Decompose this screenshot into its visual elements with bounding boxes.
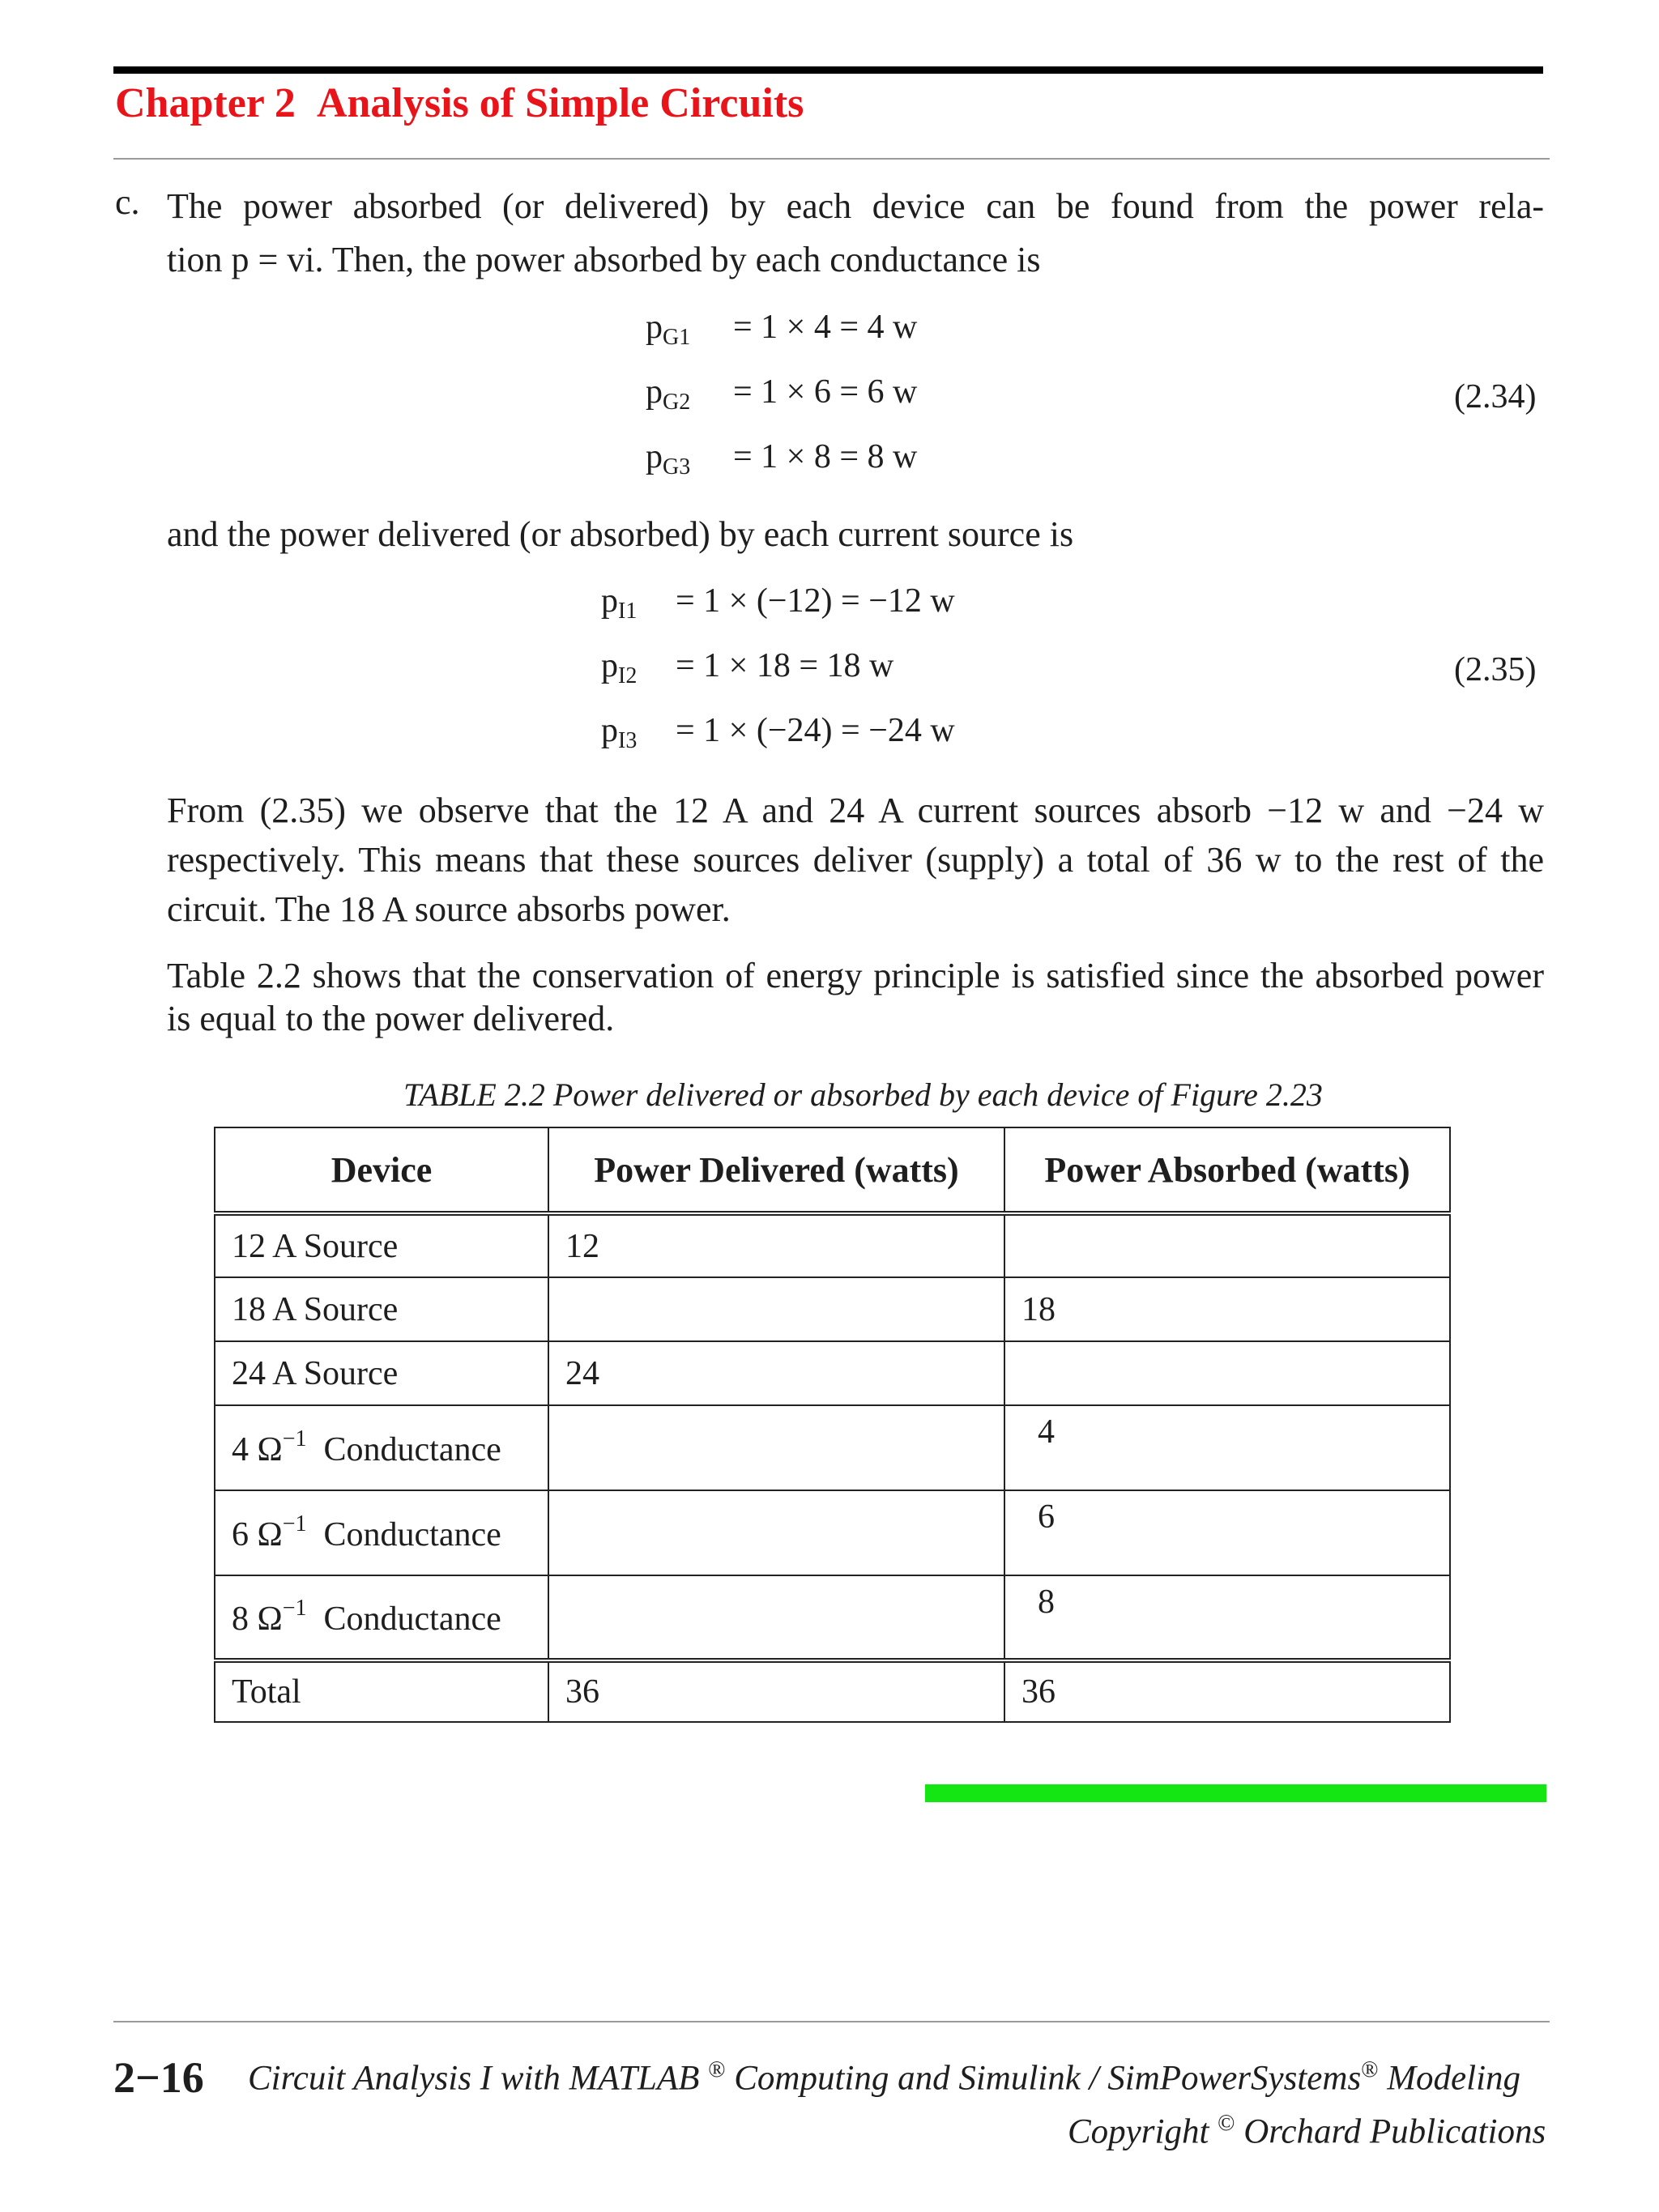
absorbed-cell: 8	[1004, 1575, 1450, 1660]
para3-line2: respectively. This means that these sources deliver (supply) a total of 36 w to the rest of the	[167, 840, 1544, 880]
page-number: 2−16	[113, 2053, 204, 2102]
equation-row: $p_{I3} = 1 \times (-24) = -24$ w	[601, 712, 955, 753]
equation-number-2-34: (2.34)	[1454, 378, 1537, 416]
table-header-row	[215, 1127, 1450, 1213]
device-cell: Total	[215, 1660, 548, 1722]
equation-row: $p_{I1} = 1 \times (-12) = -12$ w	[601, 582, 955, 624]
power-table	[214, 1127, 1451, 1723]
table-row	[215, 1213, 1450, 1277]
delivered-cell	[548, 1575, 1004, 1660]
table-row	[215, 1341, 1450, 1405]
delivered-cell	[548, 1490, 1004, 1575]
equation-row: $p_{G1} = 1 \times 4 = 4$ w	[646, 309, 918, 350]
delivered-cell: 24	[548, 1341, 1004, 1405]
device-cell: 4 $\Omega^{-1}$ Conductance	[215, 1405, 548, 1490]
table-row	[215, 1277, 1450, 1341]
para1-line2: tion p = vi. Then, the power absorbed by each conductance is	[167, 240, 1041, 279]
absorbed-cell: 4	[1004, 1405, 1450, 1490]
equation-2-34	[646, 308, 917, 502]
equation-row: $p_{G3} = 1 \times 8 = 8$ w	[646, 438, 918, 479]
para4-line2: is equal to the power delivered.	[167, 999, 615, 1038]
para3-line1: From (2.35) we observe that the 12 A and 24 A current sources absorb −12 w and −24 w	[167, 791, 1544, 830]
absorbed-cell	[1004, 1213, 1450, 1277]
table-row	[215, 1575, 1450, 1660]
absorbed-cell: 36	[1004, 1660, 1450, 1722]
delivered-cell	[548, 1405, 1004, 1490]
delivered-cell: 36	[548, 1660, 1004, 1722]
book-title: Circuit Analysis I with MATLAB ® Computing and Simulink / SimPowerSystems® Modeling	[248, 2057, 1521, 2098]
chapter-heading	[115, 79, 804, 127]
copyright-line: Copyright © Orchard Publications	[1068, 2111, 1546, 2151]
header-divider	[113, 158, 1550, 160]
column-header-delivered: Power Delivered (watts)	[548, 1127, 1004, 1213]
equation-number-2-35: (2.35)	[1454, 651, 1537, 688]
para2: and the power delivered (or absorbed) by each current source is	[167, 514, 1074, 554]
chapter-title: Analysis of Simple Circuits	[316, 80, 804, 126]
highlight-bar	[925, 1784, 1546, 1802]
chapter-label: Chapter 2	[115, 80, 296, 126]
para3-line3: circuit. The 18 A source absorbs power.	[167, 889, 731, 929]
table-row	[215, 1490, 1450, 1575]
delivered-cell	[548, 1277, 1004, 1341]
equation-row: $p_{G2} = 1 \times 6 = 6$ w	[646, 373, 918, 415]
table-caption: TABLE 2.2 Power delivered or absorbed by each device of Figure 2.23	[403, 1076, 1323, 1113]
equation-2-35	[601, 582, 955, 776]
delivered-cell: 12	[548, 1213, 1004, 1277]
para1-line1: The power absorbed (or delivered) by each device can be found from the power rela-	[167, 186, 1544, 226]
column-header-device: Device	[215, 1127, 548, 1213]
table-total-row	[215, 1660, 1450, 1722]
para4-line1: Table 2.2 shows that the conservation of energy principle is satisfied since the absorbed power	[167, 956, 1544, 995]
table-row	[215, 1405, 1450, 1490]
equation-row: $p_{I2} = 1 \times 18 = 18$ w	[601, 647, 894, 688]
absorbed-cell	[1004, 1341, 1450, 1405]
device-cell: 12 A Source	[215, 1213, 548, 1277]
device-cell: 6 $\Omega^{-1}$ Conductance	[215, 1490, 548, 1575]
device-cell: 8 $\Omega^{-1}$ Conductance	[215, 1575, 548, 1660]
column-header-absorbed: Power Absorbed (watts)	[1004, 1127, 1450, 1213]
absorbed-cell: 6	[1004, 1490, 1450, 1575]
absorbed-cell: 18	[1004, 1277, 1450, 1341]
top-rule	[113, 66, 1543, 74]
item-label: c.	[115, 182, 140, 222]
footer-divider	[113, 2021, 1550, 2022]
device-cell: 18 A Source	[215, 1277, 548, 1341]
device-cell: 24 A Source	[215, 1341, 548, 1405]
